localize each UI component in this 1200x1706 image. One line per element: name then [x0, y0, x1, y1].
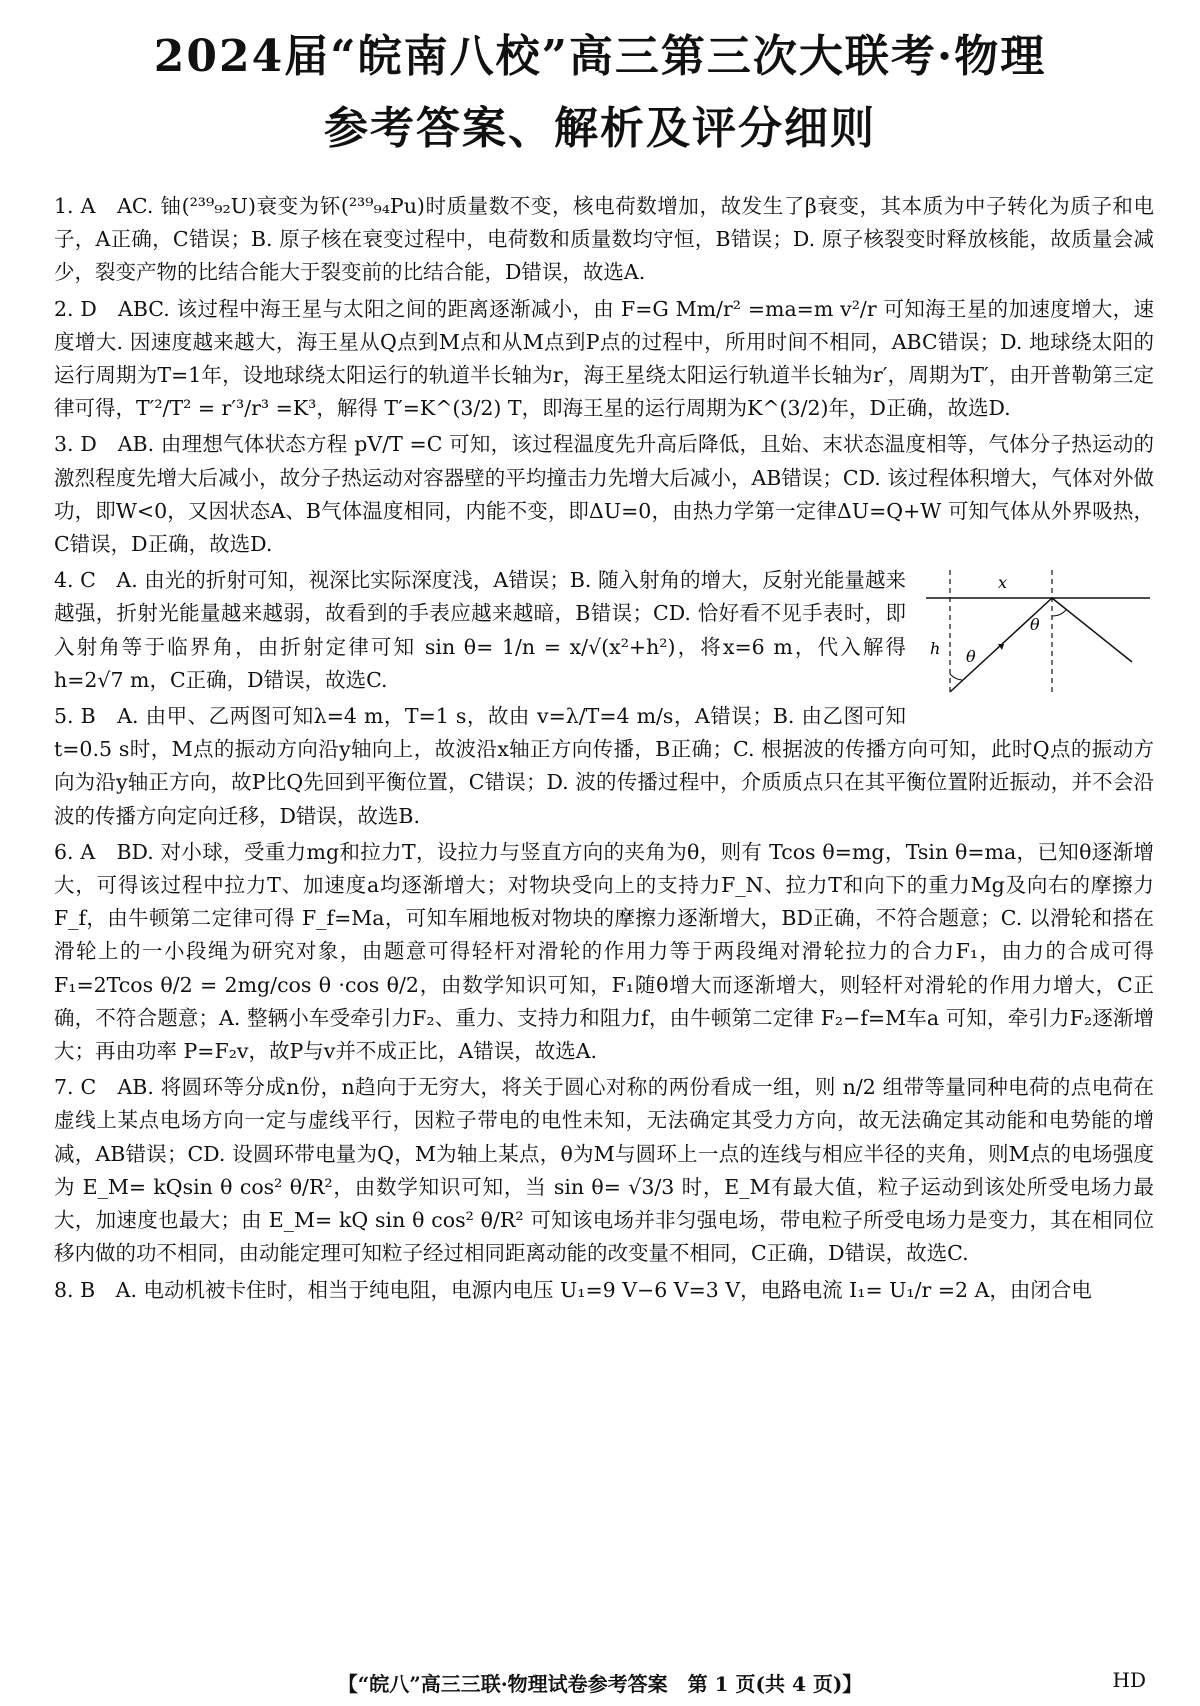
label-theta-right: θ [1030, 615, 1040, 635]
answer-item [54, 564, 1154, 697]
answer-item [54, 700, 1154, 833]
angle-arc-right [1052, 610, 1066, 616]
answer-number: 1. A [54, 194, 96, 218]
angle-arc-left [950, 674, 962, 680]
answer-text: ABC. 该过程中海王星与太阳之间的距离逐渐减小，由 F=G Mm/r² =ma=m v²/r 可知海王星的加速度增大，速度增大. 因速度越来越大，海王星从Q点到M点和从M点到P点的过程中，所用时间不相同，ABC错误；D. 地球绕太阳的运行周期为T=1年，设地球绕太阳运行的轨道半长轴为r，海王星绕太阳运行轨道半长轴为r′，周期为T′，由开普勒第三定律可得，T′²/T² = r′³/r³ =K³，解得 T′=K^(3/2) T，即海王星的运行周期为K^(3/2)年，D正确，故选D. [54, 296, 1155, 421]
answer-text: AC. 铀(²³⁹₉₂U)衰变为钚(²³⁹₉₄Pu)时质量数不变，核电荷数增加，故发生了β衰变，其本质为中子转化为质子和电子，A正确，C错误；B. 原子核在衰变过程中，电荷数和质量数均守恒，B错误；D. 原子核裂变时释放核能，故质量会减少，裂变产物的比结合能大于裂变前的比结合能，D错误，故选A. [54, 194, 1154, 285]
answer-text: A. 电动机被卡住时，相当于纯电阻，电源内电压 U₁=9 V−6 V=3 V，电路电流 I₁= U₁/r =2 A，由闭合电 [115, 1277, 1092, 1302]
reflected-ray [1052, 598, 1132, 662]
footer-tag: HD [1112, 1668, 1146, 1692]
answer-text: BD. 对小球，受重力mg和拉力T，设拉力与竖直方向的夹角为θ，则有 Tcos θ=mg，Tsin θ=ma，已知θ逐渐增大，可得该过程中拉力T、加速度a均逐渐增大；对物块受向上的支持力F_N、拉力T和向下的重力Mg及向右的摩擦力F_f，由牛顿第二定律可得 F_f=Ma，可知车厢地板对物块的摩擦力逐渐增大，BD正确，不符合题意；C. 以滑轮和搭在滑轮上的一小段绳为研究对象，由题意可得轻杆对滑轮的作用力等于两段绳对滑轮拉力的合力F₁，由力的合成可得 F₁=2Tcos θ/2 = 2mg/cos θ ·cos θ/2，由数学知识可知，F₁随θ增大而逐渐增大，则轻杆对滑轮的作用力增大，C正确，不符合题意；A. 整辆小车受牵引力F₂、重力、支持力和阻力f，由牛顿第二定律 F₂−f=M车a 可知，牵引力F₂逐渐增大；再由功率 P=F₂v，故P与v并不成正比，A错误，故选A. [54, 839, 1154, 1064]
answer-number: 3. D [54, 432, 97, 457]
answer-number: 5. B [54, 704, 96, 729]
label-h: h [930, 639, 941, 659]
answer-number: 6. A [54, 839, 96, 864]
answer-text: A. 由甲、乙两图可知λ=4 m，T=1 s，故由 v=λ/T=4 m/s，A错误；B. 由乙图可知 t=0.5 s时，M点的振动方向沿y轴向上，故波沿x轴正方向传播，B正确；C. 根据波的传播方向可知，此时Q点的振动方向为沿y轴正方向，故P比Q先回到平衡位置，C错误；D. 波的传播过程中，介质质点只在其平衡位置附近振动，并不会沿波的传播方向定向迁移，D错误，故选B. [54, 704, 1154, 828]
label-theta-left: θ [966, 647, 976, 667]
refraction-diagram [922, 566, 1154, 698]
answer-list [54, 190, 1154, 1310]
label-x: x [998, 573, 1008, 593]
page-footer: 【“皖八”高三三联·物理试卷参考答案 第 1 页(共 4 页)】 [337, 1672, 863, 1696]
answer-item [54, 836, 1154, 1068]
answer-item [54, 190, 1154, 290]
answer-text: AB. 将圆环等分成n份，n趋向于无穷大，将关于圆心对称的两份看成一组，则 n/2 组带等量同种电荷的点电荷在虚线上某点电场方向一定与虚线平行，因粒子带电的电性未知，无法确定其受力方向，故无法确定其动能和电势能的增减，AB错误；CD. 设圆环带电量为Q，M为轴上某点，θ为M与圆环上一点的连线与相应半径的夹角，则M点的电场强度为 E_M= kQsin θ cos² θ/R²，由数学知识可知，当 sin θ= √3/3 时，E_M有最大值，粒子运动到该处所受电场力最大，加速度也最大；由 E_M= kQ sin θ cos² θ/R² 可知该电场并非匀强电场，带电粒子所受电场力是变力，其在相同位移内做的功不相同，由动能定理可知粒子经过相同距离动能的改变量不相同，C正确，D错误，故选C. [54, 1075, 1155, 1266]
answer-number: 2. D [54, 296, 97, 321]
answer-number: 8. B [54, 1277, 96, 1302]
answer-item [54, 293, 1154, 426]
answer-text: A. 由光的折射可知，视深比实际深度浅，A错误；B. 随入射角的增大，反射光能量越来越强，折射光能量越来越弱，故看到的手表应越来越暗，B错误；CD. 恰好看不见手表时，即入射角等于临界角，由折射定律可知 sin θ= 1/n = x/√(x²+h²)，将x=6 m，代入解得 h=2√7 m，C正确，D错误，故选C. [54, 568, 906, 692]
answer-text: AB. 由理想气体状态方程 pV/T =C 可知，该过程温度先升高后降低，且始、末状态温度相等，气体分子热运动的激烈程度先增大后减小，故分子热运动对容器壁的平均撞击力先增大后减小，AB错误；CD. 该过程体积增大，气体对外做功，即W<0，又因状态A、B气体温度相同，内能不变，即ΔU=0，由热力学第一定律ΔU=Q+W 可知气体从外界吸热，C错误，D正确，故选D. [54, 432, 1154, 557]
answer-item [54, 1274, 1154, 1307]
document-subtitle: 参考答案、解析及评分细则 [324, 103, 876, 154]
answer-item [54, 1071, 1154, 1270]
answer-number: 4. C [54, 568, 96, 593]
answer-item [54, 428, 1154, 561]
document-title: 2024届“皖南八校”高三第三次大联考·物理 [153, 31, 1047, 82]
answer-number: 7. C [54, 1075, 97, 1100]
